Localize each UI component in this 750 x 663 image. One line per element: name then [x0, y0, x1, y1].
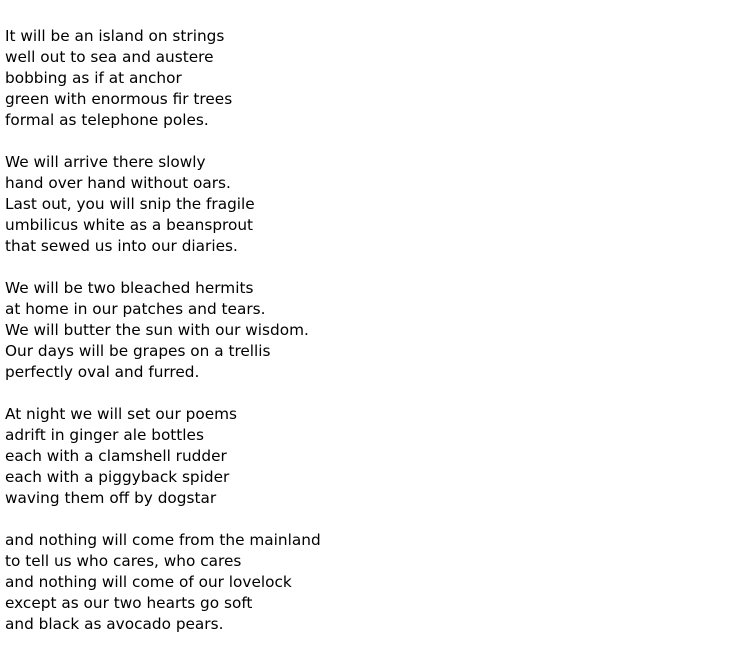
poem-line: adrift in ginger ale bottles — [5, 426, 204, 444]
poem-line: We will be two bleached hermits — [5, 279, 254, 297]
poem-line: bobbing as if at anchor — [5, 69, 182, 87]
poem-line: Last out, you will snip the fragile — [5, 195, 255, 213]
stanza-3 — [5, 278, 745, 383]
poem-line: at home in our patches and tears. — [5, 300, 266, 318]
poem-line: green with enormous fir trees — [5, 90, 233, 108]
poem-line: Our days will be grapes on a trellis — [5, 342, 271, 360]
stanza-2 — [5, 152, 745, 257]
poem-line: and nothing will come of our lovelock — [5, 573, 292, 591]
poem-line: We will butter the sun with our wisdom. — [5, 321, 309, 339]
stanza-4 — [5, 404, 745, 509]
stanza-1 — [5, 26, 745, 131]
poem-body — [5, 26, 745, 656]
poem-line: except as our two hearts go soft — [5, 594, 253, 612]
poem-line: formal as telephone poles. — [5, 111, 209, 129]
poem-line: It will be an island on strings — [5, 27, 225, 45]
poem-line: to tell us who cares, who cares — [5, 552, 242, 570]
poem-line: hand over hand without oars. — [5, 174, 231, 192]
poem-line: waving them off by dogstar — [5, 489, 217, 507]
poem-line: perfectly oval and furred. — [5, 363, 200, 381]
poem-line: that sewed us into our diaries. — [5, 237, 238, 255]
poem-line: At night we will set our poems — [5, 405, 237, 423]
poem-line: umbilicus white as a beansprout — [5, 216, 254, 234]
poem-line: each with a clamshell rudder — [5, 447, 227, 465]
poem-line: well out to sea and austere — [5, 48, 214, 66]
poem-line: and black as avocado pears. — [5, 615, 224, 633]
poem-line: We will arrive there slowly — [5, 153, 206, 171]
stanza-5 — [5, 530, 745, 635]
poem-line: and nothing will come from the mainland — [5, 531, 321, 549]
poem-line: each with a piggyback spider — [5, 468, 230, 486]
